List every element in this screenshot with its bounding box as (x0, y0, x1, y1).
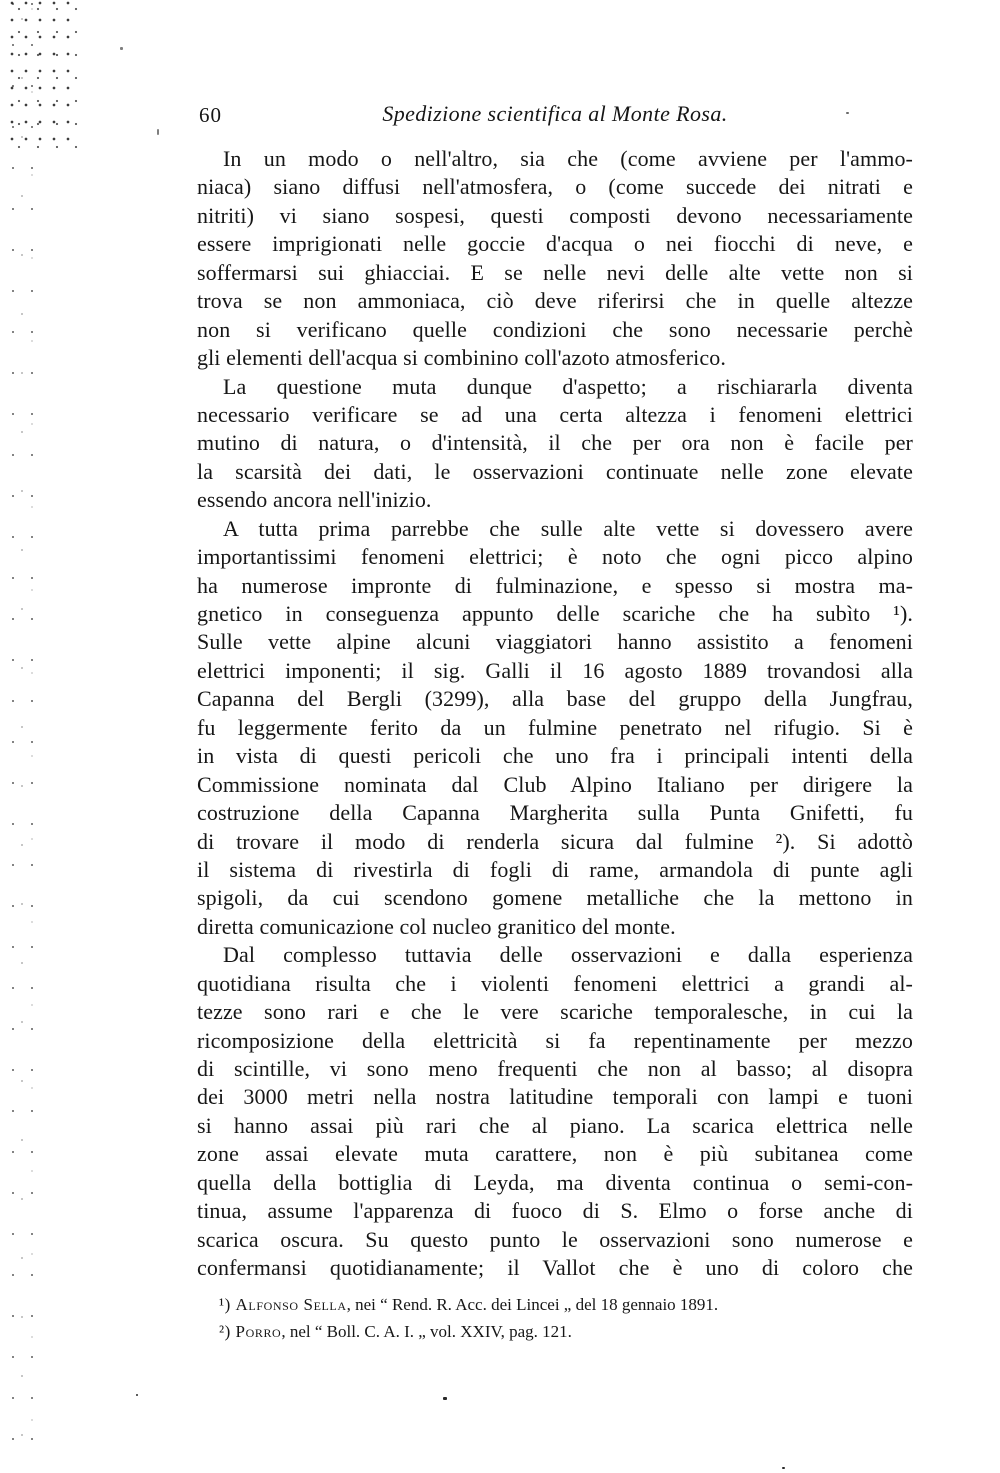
text-line: in vista di questi pericoli che uno fra i principali intenti della (197, 743, 913, 769)
footnote-author: Alfonso Sella (235, 1295, 347, 1314)
text-line: tezze sono rari e che le vere scariche temporalesche, in cui la (197, 999, 913, 1025)
text-line: il sistema di rivestirla di fogli di rame, armandola di punte agli (197, 856, 913, 882)
text-line: gnetico in conseguenza appunto delle scariche che ha subìto ¹). (197, 601, 913, 626)
scan-speckle (782, 1467, 785, 1469)
text-line: Capanna del Bergli (3299), alla base del gruppo della Jungfrau, (197, 686, 913, 712)
text-line: mutino di natura, o d'intensità, il che per ora non è facile per (197, 430, 913, 456)
footnote (197, 1318, 913, 1345)
scan-speckle (120, 47, 123, 50)
footnotes (197, 1291, 913, 1345)
text-line: necessario verificare se ad una certa altezza i fenomeni elettrici (197, 401, 913, 427)
scan-speckle (157, 129, 159, 135)
running-title: Spedizione scientifica al Monte Rosa. (382, 101, 728, 126)
text-line: In un modo o nell'altro, sia che (come avviene per l'ammo- (223, 146, 913, 171)
text-line: elettrici imponenti; il sig. Galli il 16 agosto 1889 trovandosi alla (197, 657, 913, 683)
paragraph (197, 515, 913, 942)
page-number: 60 (199, 103, 222, 127)
paragraph (197, 145, 913, 373)
footnote-marker: ²) (219, 1322, 236, 1341)
text-line: scarica oscura. Su questo punto le osservazioni sono numerose e (197, 1226, 913, 1252)
text-line: A tutta prima parrebbe che sulle alte vette si dovessero avere (223, 515, 913, 541)
text-line: dei 3000 metri nella nostra latitudine temporali con lampi e tuoni (197, 1084, 913, 1110)
text-line: confermansi quotidianamente; il Vallot che è uno di coloro che (197, 1255, 913, 1281)
text-line: ha numerose impronte di fulminazione, e spesso si mostra ma- (197, 572, 913, 598)
text-line: quella della bottiglia di Leyda, ma diventa continua o semi-con- (197, 1169, 913, 1195)
text-line: Dal complesso tuttavia delle osservazioni e dalla esperienza (223, 942, 913, 968)
footnote-text: , nel “ Boll. C. A. I. „ vol. XXIV, pag. 121. (281, 1322, 572, 1341)
text-line: trova se non ammoniaca, ciò deve riferirsi che in quelle altezze (197, 288, 913, 314)
scan-noise-corner (8, 0, 80, 150)
text-line: essendo ancora nell'inizio. (197, 487, 432, 513)
text-line: fu leggermente ferito da un fulmine penetrato nel rifugio. Si è (197, 714, 913, 740)
body-text (197, 145, 913, 1283)
text-line: Sulle vette alpine alcuni viaggiatori hanno assistito a fenomeni (197, 629, 913, 655)
paragraph (197, 941, 913, 1282)
text-line: non si verificano quelle condizioni che sono necessarie perchè (197, 316, 913, 342)
text-line: costruzione della Capanna Margherita sulla Punta Gnifetti, fu (197, 800, 913, 826)
text-line: tinua, assume l'apparenza di fuoco di S. Elmo o forse anche di (197, 1198, 913, 1224)
text-line: di scintille, vi sono meno frequenti che non al basso; al disopra (197, 1056, 913, 1081)
scan-speckle (136, 1394, 138, 1396)
text-line: diretta comunicazione col nucleo granitico del monte. (197, 913, 676, 939)
text-line: essere imprigionati nelle goccie d'acqua o nei fiocchi di neve, e (197, 231, 913, 257)
text-line: soffermarsi sui ghiacciai. E se nelle nevi delle alte vette non si (197, 259, 913, 285)
text-line: si hanno assai più rari che al piano. La scarica elettrica nelle (197, 1112, 913, 1138)
text-line: importantissimi fenomeni elettrici; è noto che ogni picco alpino (197, 544, 913, 570)
text-line: di trovare il modo di renderla sicura dal fulmine ²). Si adottò (197, 828, 913, 854)
scan-speckle (443, 1397, 447, 1400)
text-line: zone assai elevate muta carattere, non è più subitanea come (197, 1141, 913, 1167)
text-line: quotidiana risulta che i violenti fenomeni elettrici a grandi al- (197, 970, 913, 996)
text-line: gli elementi dell'acqua si combinino coll'azoto atmosferico. (197, 345, 726, 371)
page-header (197, 101, 913, 131)
scan-noise-left-edge (10, 0, 48, 1473)
text-line: La questione muta dunque d'aspetto; a rischiararla diventa (223, 373, 913, 399)
text-line: niaca) siano diffusi nell'atmosfera, o (come succede dei nitrati e (197, 174, 913, 200)
footnote-marker: ¹) (219, 1295, 236, 1314)
text-line: ricomposizione della elettricità si fa repentinamente per mezzo (197, 1027, 913, 1053)
footnote-text: , nei “ Rend. R. Acc. dei Lincei „ del 18 gennaio 1891. (346, 1295, 719, 1314)
text-line: nitriti) vi siano sospesi, questi composti devono necessariamente (197, 202, 913, 228)
footnote (197, 1291, 913, 1318)
text-line: Commissione nominata dal Club Alpino Italiano per dirigere la (197, 771, 913, 797)
text-line: spigoli, da cui scendono gomene metalliche che la mettono in (197, 885, 913, 911)
paragraph (197, 373, 913, 515)
footnote-author: Porro (235, 1322, 282, 1341)
text-line: la scarsità dei dati, le osservazioni continuate nelle zone elevate (197, 458, 913, 484)
